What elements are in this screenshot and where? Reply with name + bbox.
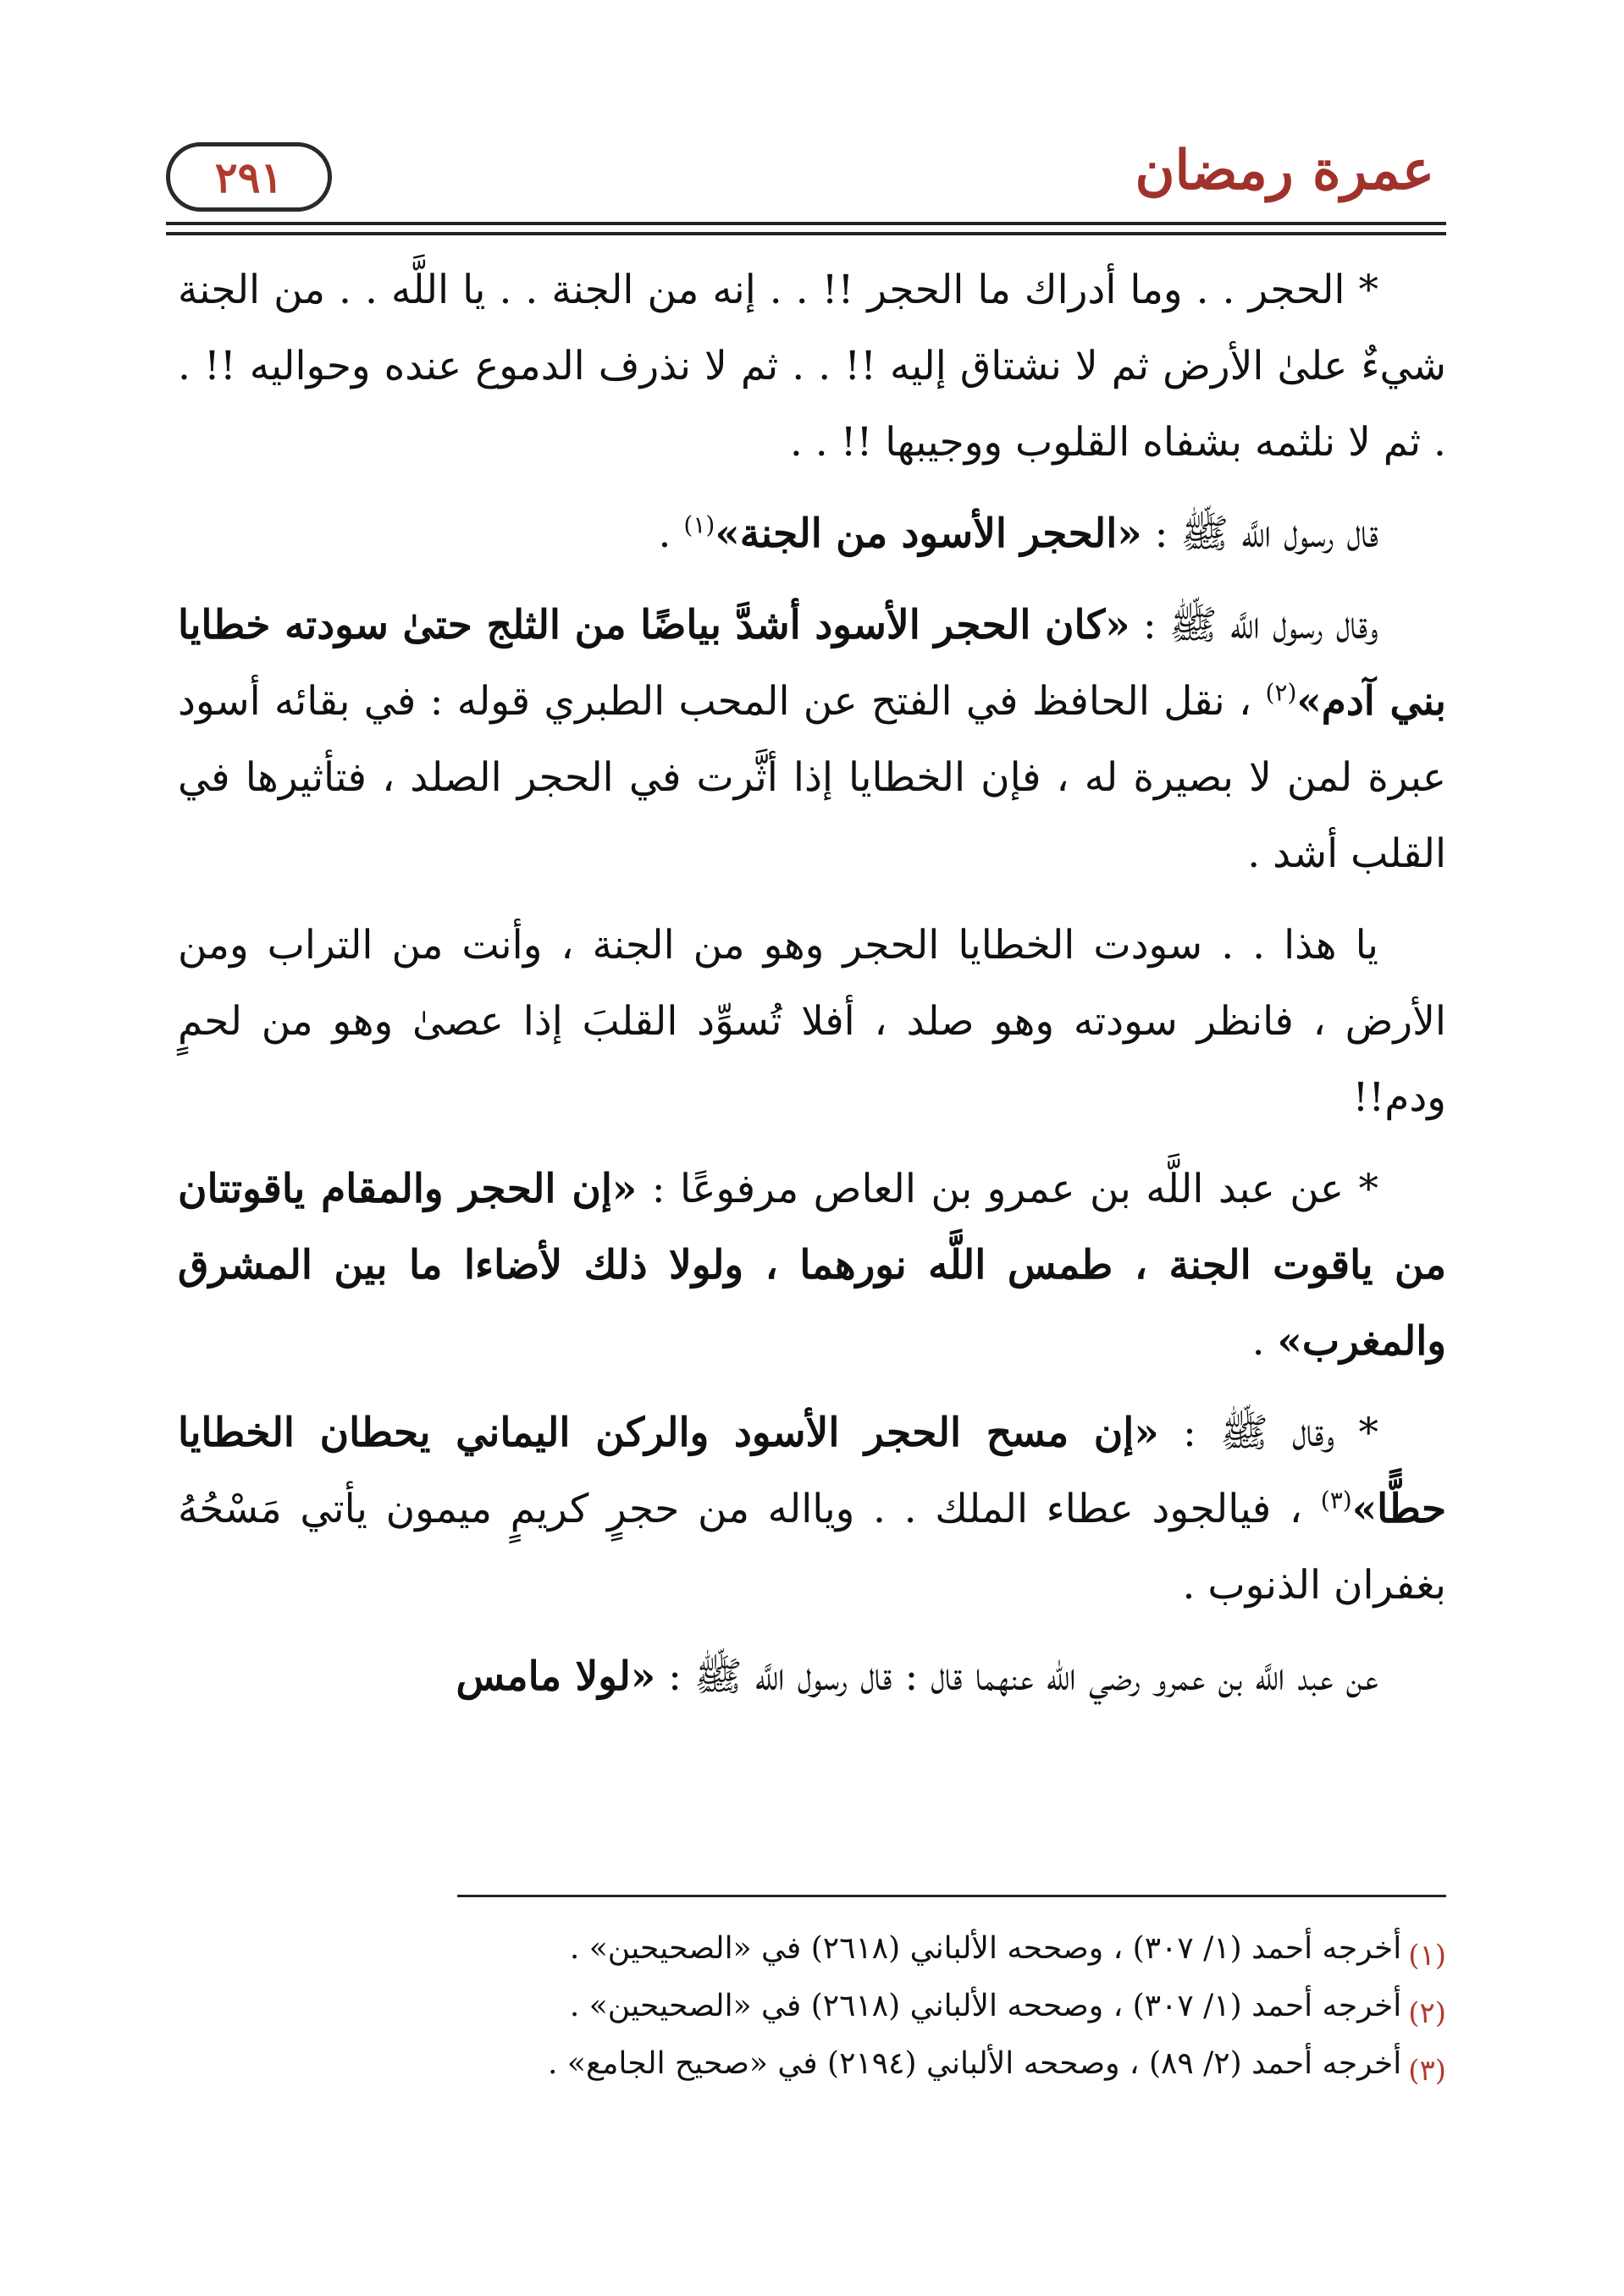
header-rule-top: [166, 222, 1446, 225]
text-run: .: [1251, 1318, 1278, 1365]
footnotes: [178, 1920, 1446, 2093]
footnote-number: (١): [1408, 1939, 1446, 1973]
footnote-number: (٢): [1408, 1996, 1446, 2030]
footnote-text: أخرجه أحمد (٢/ ٨٩) ، وصححه الألباني (٢١٩٤) في «صحيح الجامع» .: [548, 2046, 1402, 2081]
text-run: ، فيالجود عطاء الملك . . ويااله من حجرٍ كريمٍ ميمون يأتي مَسْحُهُ بغفران الذنوب .: [178, 1486, 1446, 1609]
hadith-quote: «الحجر الأسود من الجنة»: [715, 511, 1142, 557]
footnote-text: أخرجه أحمد (١/ ٣٠٧) ، وصححه الألباني (٢٦١٨) في «الصحيحين» .: [569, 1931, 1402, 1966]
footnote-number: (٣): [1408, 2054, 1446, 2088]
paragraph-1: [178, 252, 1446, 481]
footnote-separator: [457, 1895, 1446, 1897]
text-run: يا هذا . . سودت الخطايا الحجر وهو من الجنة ، وأنت من التراب ومن الأرض ، فانظر سودته وهو صلد ، أفلا تُسوِّد القلبَ إذا عصىٰ وهو من لحمٍ ودم!!: [178, 922, 1446, 1121]
header-rule-bottom: [166, 232, 1446, 235]
paragraph-2: [178, 496, 1446, 572]
text-run: * الحجر . . وما أدراك ما الحجر !! . . إنه من الجنة . . يا اللَّه . . من الجنة شيءٌ علىٰ الأرض ثم لا نشتاق إليه !! . . ثم لا نذرف الدموع عنده وحواليه !! . . ثم لا نلثمه بشفاه القلوب ووجيبها !! . .: [178, 267, 1446, 466]
running-header-title: عمرة رمضان: [1135, 139, 1434, 202]
footnote-ref-3[interactable]: (٣): [1320, 1486, 1352, 1515]
page-number: ٢٩١: [214, 152, 284, 202]
paragraph-3: [178, 588, 1446, 892]
paragraph-4: [178, 908, 1446, 1136]
text-run: ، نقل الحافظ في الفتح عن المحب الطبري قوله : في بقائه أسود عبرة لمن لا بصيرة له ، فإن الخطايا إذا أثَّرت في الحجر الصلد ، فتأثيرها في القلب أشد .: [178, 678, 1446, 877]
footnote-ref-2[interactable]: (٢): [1265, 678, 1297, 707]
text-run: .: [658, 511, 684, 557]
hadith-quote: «كان الحجر الأسود أشدَّ بياضًا من الثلج حتىٰ سودته خطايا بني آدم»: [178, 602, 1446, 725]
hadith-quote: «لولا مامس: [456, 1653, 656, 1700]
paragraph-7: [178, 1639, 1446, 1715]
footnote-2: [178, 1978, 1446, 2035]
footnote-ref-1[interactable]: (١): [683, 511, 715, 539]
hadith-quote: «إن مسح الحجر الأسود والركن اليماني يحطان الخطايا حطًّا»: [178, 1410, 1446, 1532]
main-text: [178, 252, 1446, 1730]
page-number-badge: [166, 142, 332, 212]
text-run: عن عبد اللَّه بن عمرو رضي الله عنهما قال : قال رسول اللَّه ﷺ :: [655, 1653, 1378, 1700]
paragraph-6: [178, 1395, 1446, 1624]
hadith-quote: «إن الحجر والمقام ياقوتتان من ياقوت الجنة ، طمس اللَّه نورهما ، ولولا ذلك لأضاءا ما بين المشرق والمغرب»: [178, 1166, 1446, 1365]
text-run: * عن عبد اللَّه بن عمرو بن العاص مرفوعًا :: [637, 1166, 1378, 1212]
text-run: * وقال ﷺ :: [1158, 1410, 1378, 1456]
paragraph-5: [178, 1151, 1446, 1380]
footnote-1: [178, 1920, 1446, 1978]
footnote-text: أخرجه أحمد (١/ ٣٠٧) ، وصححه الألباني (٢٦١٨) في «الصحيحين» .: [569, 1989, 1402, 2023]
footnote-3: [178, 2035, 1446, 2093]
text-run: وقال رسول اللَّه ﷺ :: [1130, 602, 1378, 649]
text-run: قال رسول اللَّه ﷺ :: [1141, 511, 1378, 557]
